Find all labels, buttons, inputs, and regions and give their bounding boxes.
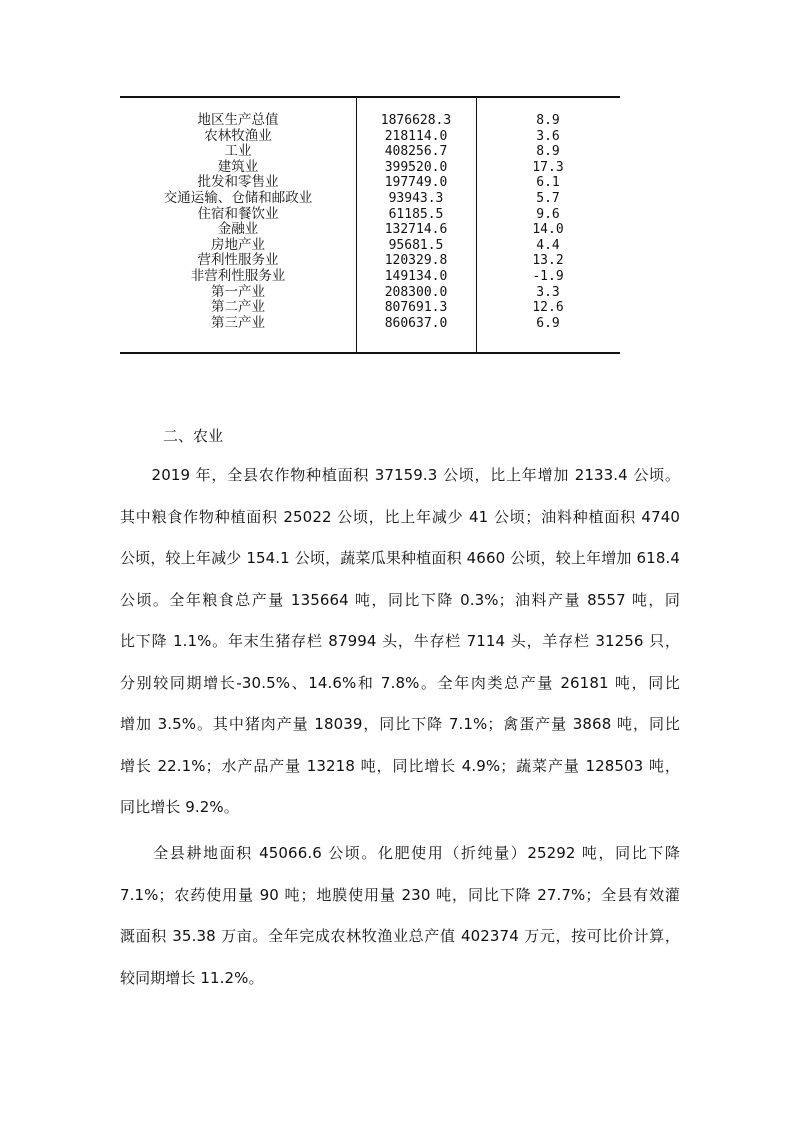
paragraph-line: 溉面积 35.38 万亩。全年完成农林牧渔业总产值 402374 万元，按可比价计算，: [120, 927, 680, 945]
table-cell-value: 1876628.3: [380, 113, 452, 128]
table-row: [120, 222, 620, 238]
table-cell-item: 第二产业: [211, 299, 265, 316]
table-cell-value: 149134.0: [384, 268, 448, 284]
table-cell-growth: 14.0: [532, 222, 564, 238]
table-cell-value: 61185.5: [388, 206, 444, 222]
table-cell-growth: 8.9: [536, 113, 560, 128]
agriculture-paragraph-2: [120, 833, 680, 999]
paragraph-line: 比下降 1.1%。年末生猪存栏 87994 头，牛存栏 7114 头，羊存栏 31256 只，: [120, 632, 680, 650]
table-cell-growth: 13.2: [532, 253, 564, 269]
table-cell-growth: -1.9: [532, 268, 564, 284]
table-row: [120, 191, 620, 207]
table-row: [120, 285, 620, 301]
table-cell-value: 807691.3: [384, 300, 448, 316]
agriculture-paragraph-1: [120, 455, 680, 829]
table-cell-value: 218114.0: [384, 128, 448, 144]
table-cell-item: 非营利性服务业: [190, 267, 286, 284]
paragraph-line: 增加 3.5%。其中猪肉产量 18039，同比下降 7.1%；禽蛋产量 3868 吨，同比: [120, 715, 680, 733]
table-row: [120, 129, 620, 145]
table-cell-growth: 6.1: [536, 175, 560, 191]
table-cell-value: 399520.0: [384, 159, 448, 175]
table-cell-item: 地区生产总值: [197, 112, 279, 128]
section-heading: 二、农业: [163, 427, 224, 445]
paragraph-line: 全县耕地面积 45066.6 公顷。化肥使用（折纯量）25292 吨，同比下降: [120, 844, 680, 862]
table-cell-value: 93943.3: [388, 190, 444, 206]
paragraph-line: 增长 22.1%；水产品产量 13218 吨，同比增长 4.9%；蔬菜产量 128503 吨，: [120, 756, 680, 775]
table-cell-value: 408256.7: [384, 144, 448, 160]
table-row: [120, 269, 620, 285]
table-cell-growth: 6.9: [536, 315, 560, 331]
table-cell-growth: 8.9: [536, 144, 560, 160]
table-cell-growth: 9.6: [536, 206, 560, 222]
table-cell-value: 132714.6: [384, 222, 448, 238]
table-cell-growth: 4.4: [536, 237, 560, 253]
paragraph-line: 较同期增长 11.2%。: [120, 968, 264, 987]
table-cell-growth: 12.6: [532, 300, 564, 316]
table-cell-item: 住宿和餐饮业: [197, 205, 279, 222]
table-cell-item: 农林牧渔业: [204, 127, 272, 144]
table-cell-item: 交通运输、仓储和邮政业: [163, 189, 313, 206]
table-cell-item: 房地产业: [211, 236, 265, 253]
table-row: [120, 300, 620, 316]
paragraph-line: 分别较同期增长-30.5%、14.6%和 7.8%。全年肉类总产量 26181 吨，同比: [120, 673, 680, 692]
table-row: [120, 316, 620, 332]
paragraph-line: 公顷。全年粮食总产量 135664 吨，同比下降 0.3%；油料产量 8557 吨，同: [120, 590, 680, 609]
table-bottom-rule: [120, 352, 620, 354]
table-cell-value: 197749.0: [384, 175, 448, 191]
table-row: [120, 144, 620, 160]
paragraph-line: 7.1%；农药使用量 90 吨；地膜使用量 230 吨，同比下降 27.7%；全县有效灌: [120, 885, 680, 904]
table-row: [120, 175, 620, 191]
table-cell-growth: 3.3: [536, 284, 560, 300]
table-cell-item: 金融业: [217, 221, 259, 238]
table-row: [120, 253, 620, 269]
table-cell-item: 建筑业: [217, 158, 259, 175]
table-cell-value: 120329.8: [384, 253, 448, 269]
table-row: [120, 113, 620, 129]
paragraph-line: 同比增长 9.2%。: [120, 798, 239, 816]
table-cell-item: 工业: [224, 143, 252, 160]
paragraph-line: 公顷，较上年减少 154.1 公顷，蔬菜瓜果种植面积 4660 公顷，较上年增加 618.4: [120, 549, 680, 567]
paragraph-line: 2019 年，全县农作物种植面积 37159.3 公顷，比上年增加 2133.4 公顷。: [120, 466, 680, 484]
table-body: [120, 113, 620, 331]
table-cell-growth: 17.3: [532, 159, 564, 175]
table-cell-growth: 5.7: [536, 190, 560, 206]
gdp-table: [120, 96, 620, 356]
table-cell-value: 95681.5: [388, 237, 444, 253]
table-cell-item: 营利性服务业: [197, 252, 279, 269]
table-row: [120, 160, 620, 176]
table-cell-value: 208300.0: [384, 284, 448, 300]
table-cell-item: 第三产业: [211, 314, 265, 331]
table-top-rule: [120, 96, 620, 98]
table-cell-item: 第一产业: [211, 283, 265, 300]
table-cell-item: 批发和零售业: [197, 174, 279, 191]
table-row: [120, 207, 620, 223]
paragraph-line: 其中粮食作物种植面积 25022 公顷，比上年减少 41 公顷；油料种植面积 4740: [120, 507, 680, 526]
table-cell-growth: 3.6: [536, 128, 560, 144]
table-cell-value: 860637.0: [384, 315, 448, 331]
table-row: [120, 238, 620, 254]
